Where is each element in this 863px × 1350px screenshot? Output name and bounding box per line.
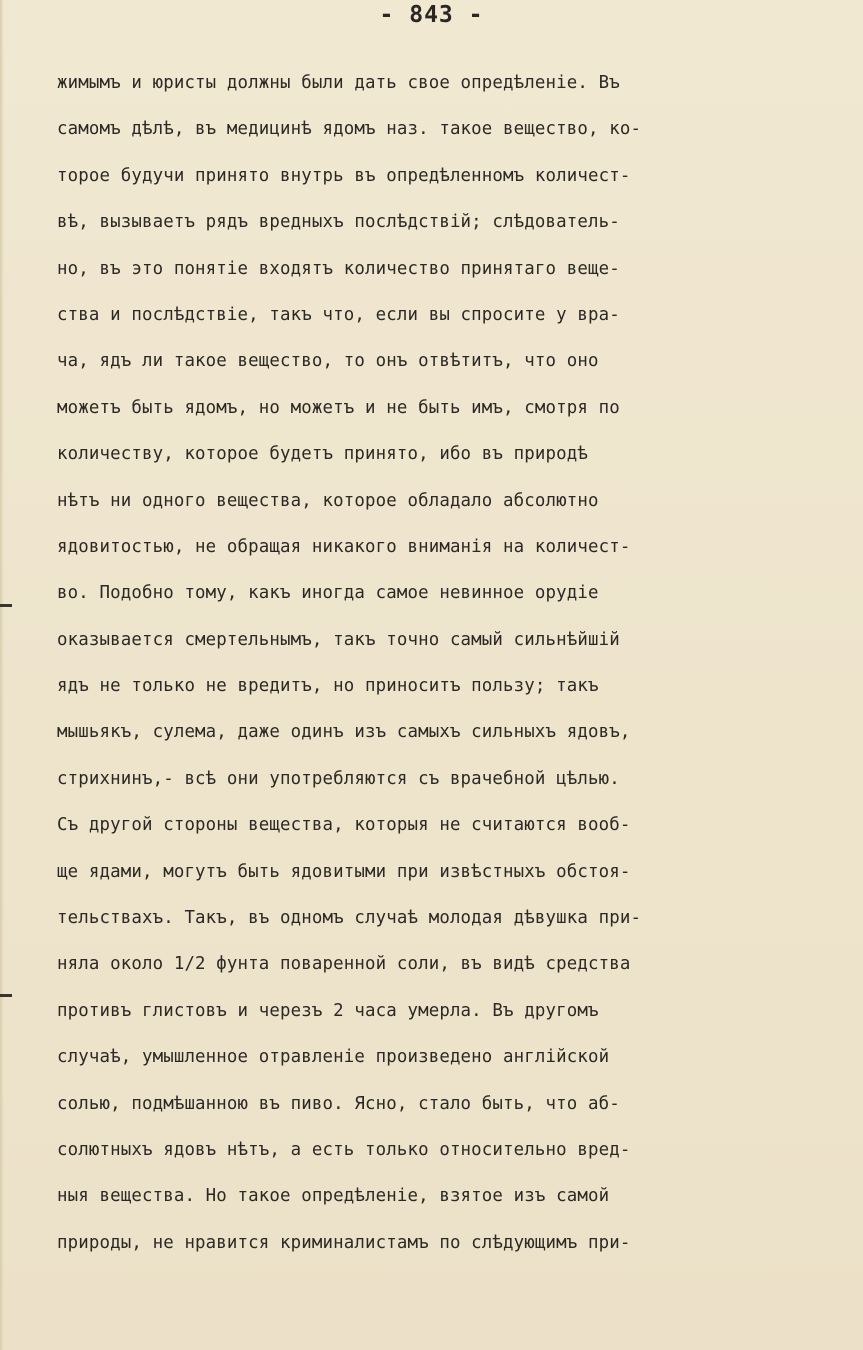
text-line: количеству, которое будетъ принято, ибо въ природѣ: [57, 444, 589, 465]
text-line: можетъ быть ядомъ, но можетъ и не быть имъ, смотря по: [57, 397, 620, 418]
text-line: солью, подмѣшанною въ пиво. Ясно, стало быть, что аб-: [57, 1093, 620, 1114]
text-line: ства и послѣдствіе, такъ что, если вы спросите у вра-: [57, 304, 620, 325]
text-line: тельствахъ. Такъ, въ одномъ случаѣ молодая дѣвушка при-: [57, 908, 642, 929]
text-line: нѣтъ ни одного вещества, которое обладало абсолютно: [57, 490, 599, 511]
text-line: жимымъ и юристы должны были дать свое опредѣленіе. Въ: [57, 73, 620, 93]
text-line: мышьякъ, сулема, даже одинъ изъ самыхъ сильныхъ ядовъ,: [57, 722, 631, 743]
text-line: противъ глистовъ и черезъ 2 часа умерла. Въ другомъ: [57, 1000, 599, 1021]
text-line: стрихнинъ,- всѣ они употребляются съ врачебной цѣлью.: [57, 768, 620, 789]
text-line: ядъ не только не вредитъ, но приноситъ пользу; такъ: [57, 676, 599, 697]
text-line: торое будучи принято внутрь въ опредѣленномъ количест-: [57, 165, 631, 186]
margin-mark: [0, 604, 12, 607]
text-line: ще ядами, могутъ быть ядовитыми при извѣстныхъ обстоя-: [57, 861, 631, 882]
text-line: оказывается смертельнымъ, такъ точно самый сильнѣйшій: [57, 629, 620, 650]
page-left-edge-shadow: [0, 0, 4, 1350]
text-line: вѣ, вызываетъ рядъ вредныхъ послѣдствій; слѣдователь-: [57, 212, 620, 233]
margin-mark: [0, 994, 12, 997]
text-line: самомъ дѣлѣ, въ медицинѣ ядомъ наз. такое вещество, ко-: [57, 119, 642, 140]
text-line: солютныхъ ядовъ нѣтъ, а есть только относительно вред-: [57, 1139, 631, 1160]
text-line: природы, не нравится криминалистамъ по слѣдующимъ при-: [57, 1232, 631, 1253]
text-line: ядовитостью, не обращая никакого вниманія на количест-: [57, 536, 631, 557]
page-number: - 843 -: [379, 2, 484, 28]
text-line: ча, ядъ ли такое вещество, то онъ отвѣтитъ, что оно: [57, 351, 599, 372]
text-line: Съ другой стороны вещества, которыя не считаются вооб-: [57, 815, 631, 836]
text-line: во. Подобно тому, какъ иногда самое невинное орудіе: [57, 583, 599, 604]
text-line: ныя вещества. Но такое опредѣленіе, взятое изъ самой: [57, 1186, 610, 1207]
text-line: случаѣ, умышленное отравленіе произведено англійской: [57, 1047, 610, 1068]
document-text-body: [57, 58, 827, 1266]
text-line: но, въ это понятіе входятъ количество принятаго веще-: [57, 258, 620, 279]
text-line: няла около 1/2 фунта поваренной соли, въ видѣ средства: [57, 954, 631, 975]
